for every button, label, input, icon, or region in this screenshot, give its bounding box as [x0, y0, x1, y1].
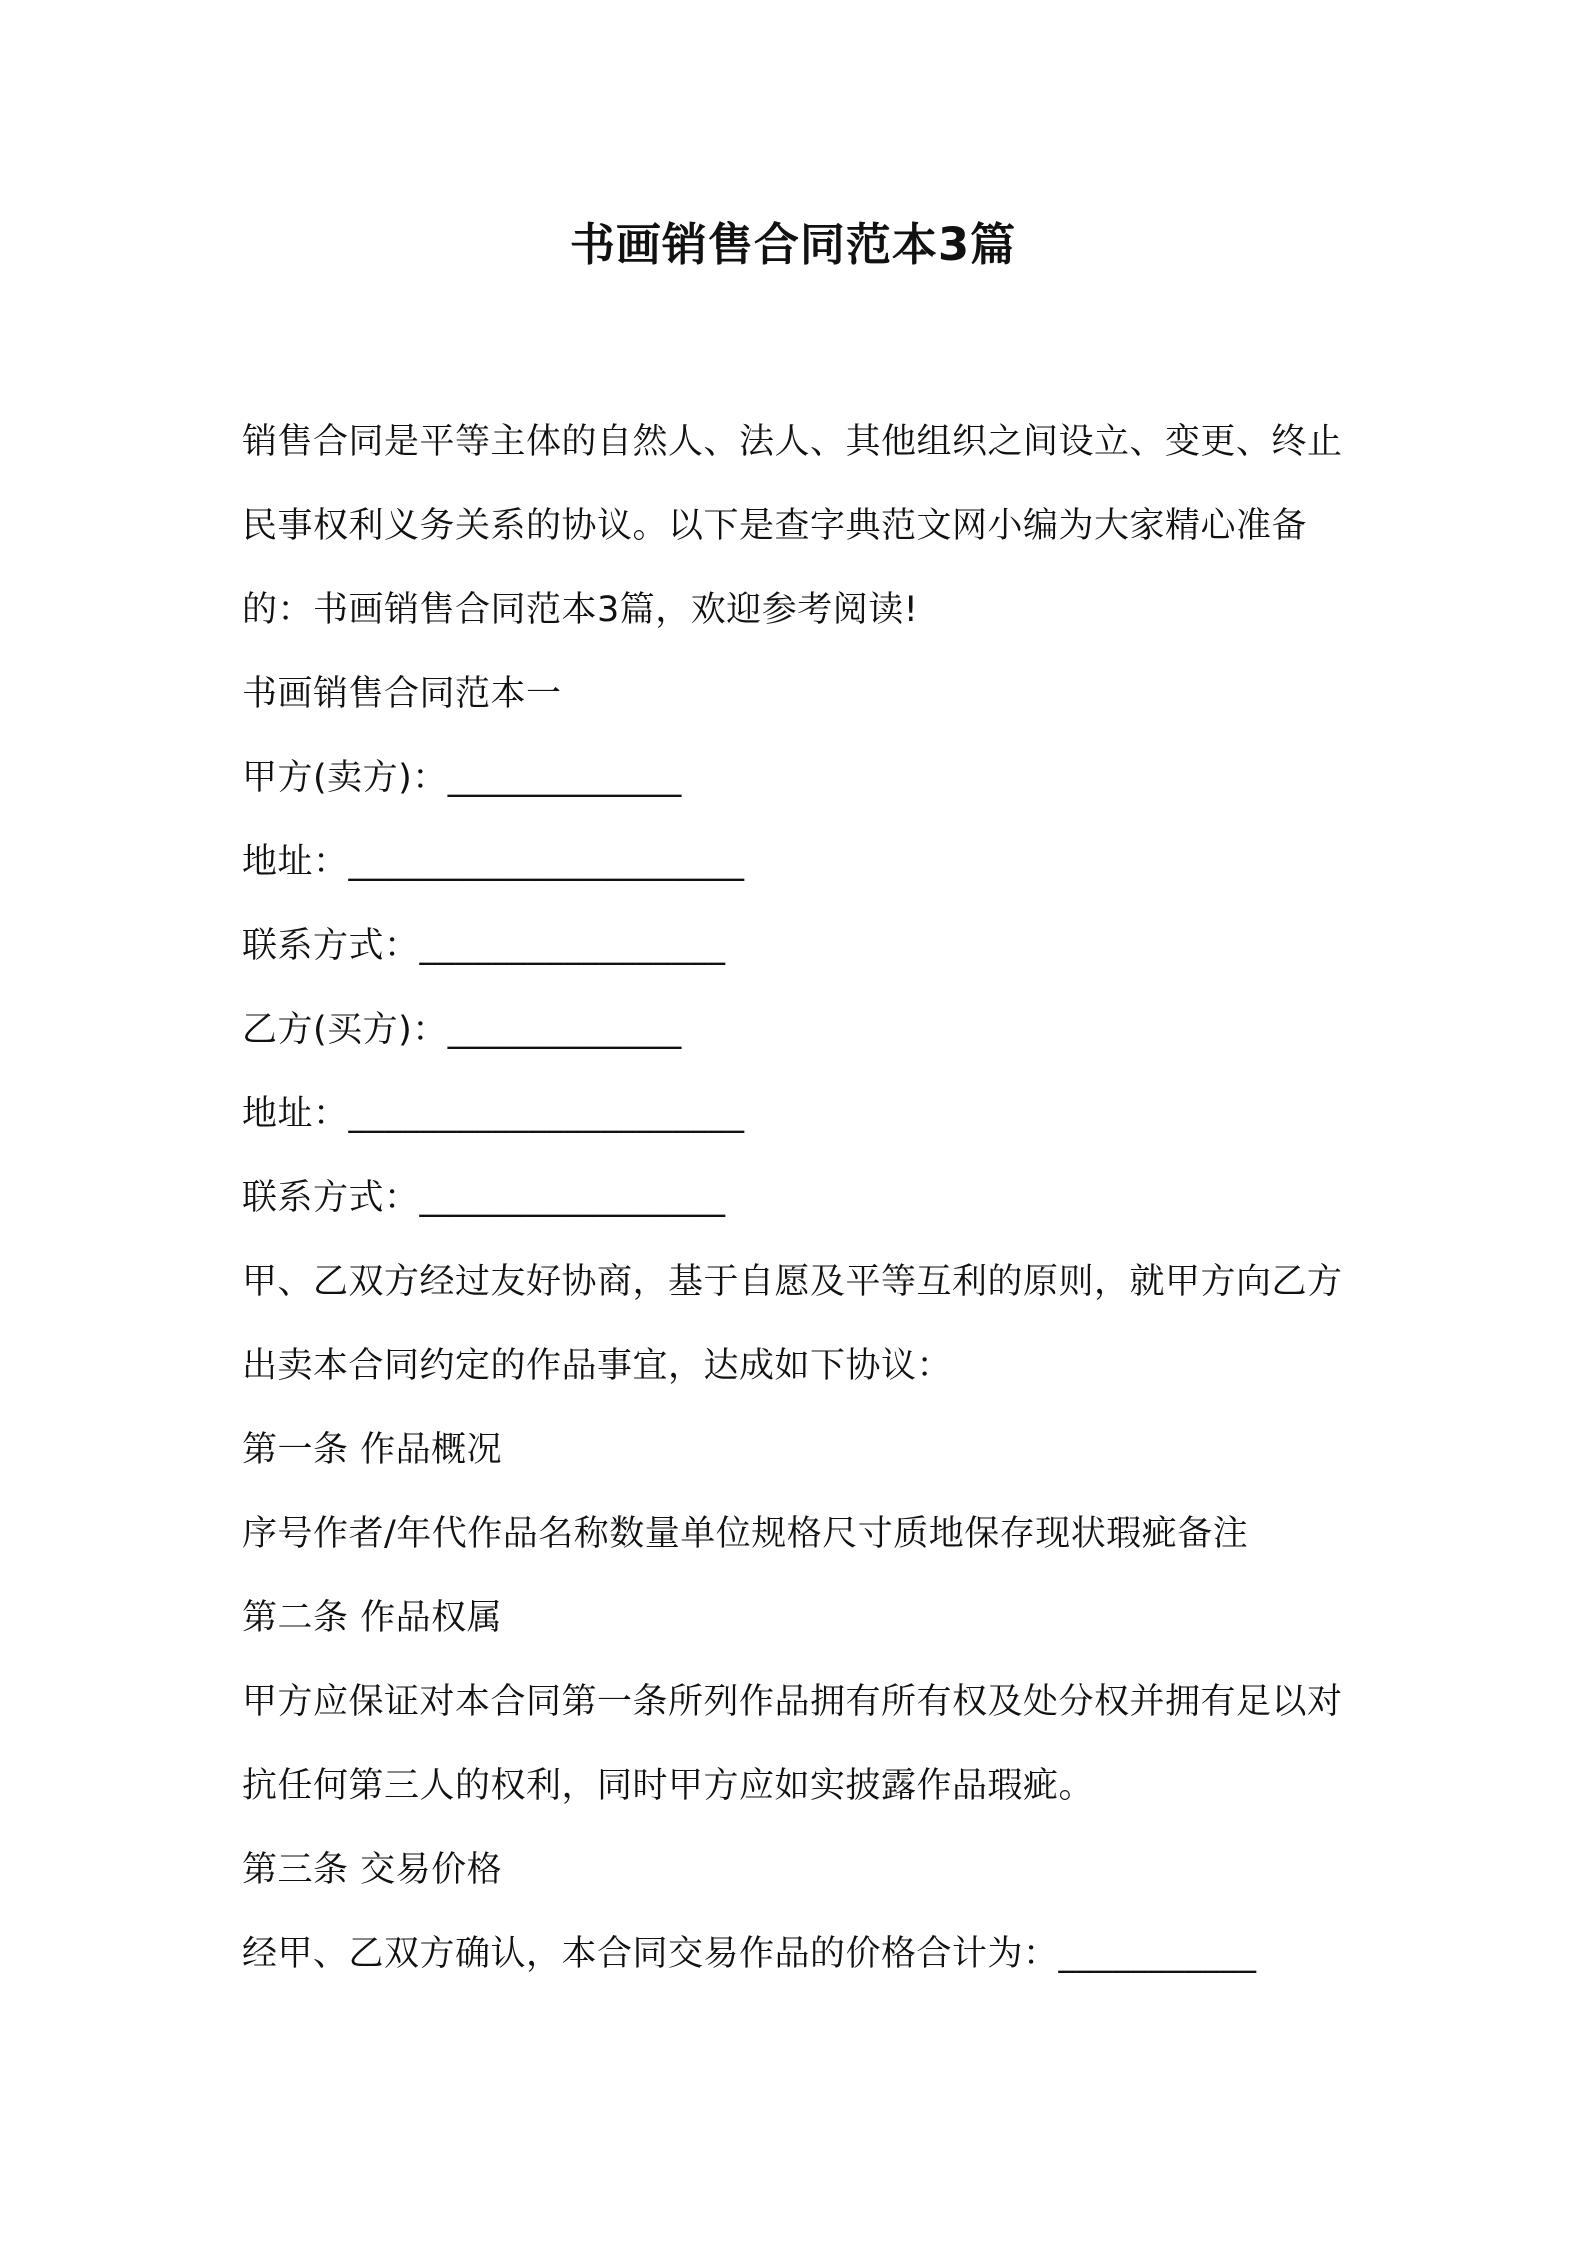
document-title: 书画销售合同范本3篇: [569, 218, 1017, 271]
intro-paragraph: 销售合同是平等主体的自然人、法人、其他组织之间设立、变更、终止民事权利义务关系的协议。以下是查字典范文网小编为大家精心准备的：书画销售合同范本3篇，欢迎参考阅读!: [242, 422, 1343, 630]
article-two-heading: 第二条 作品权属: [242, 1598, 503, 1638]
agreement-preamble: 甲、乙双方经过友好协商，基于自愿及平等互利的原则，就甲方向乙方出卖本合同约定的作品事宜，达成如下协议：: [242, 1262, 1343, 1386]
party-a-seller-field: 甲方(卖方)：_____________: [242, 758, 682, 798]
article-two-body: 甲方应保证对本合同第一条所列作品拥有所有权及处分权并拥有足以对抗任何第三人的权利，同时甲方应如实披露作品瑕疵。: [242, 1682, 1343, 1806]
section-heading-contract-one: 书画销售合同范本一: [242, 674, 562, 714]
party-b-contact-field: 联系方式：_________________: [242, 1178, 726, 1218]
article-one-columns: 序号作者/年代作品名称数量单位规格尺寸质地保存现状瑕疵备注: [242, 1514, 1249, 1554]
article-three-heading: 第三条 交易价格: [242, 1850, 503, 1890]
article-one-heading: 第一条 作品概况: [242, 1430, 503, 1470]
article-three-body: 经甲、乙双方确认，本合同交易作品的价格合计为：___________: [242, 1934, 1257, 1974]
party-b-address-field: 地址：______________________: [242, 1094, 745, 1134]
document-body: [242, 400, 1362, 1996]
party-b-buyer-field: 乙方(买方)：_____________: [242, 1010, 682, 1050]
party-a-address-field: 地址：______________________: [242, 842, 745, 882]
party-a-contact-field: 联系方式：_________________: [242, 926, 726, 966]
